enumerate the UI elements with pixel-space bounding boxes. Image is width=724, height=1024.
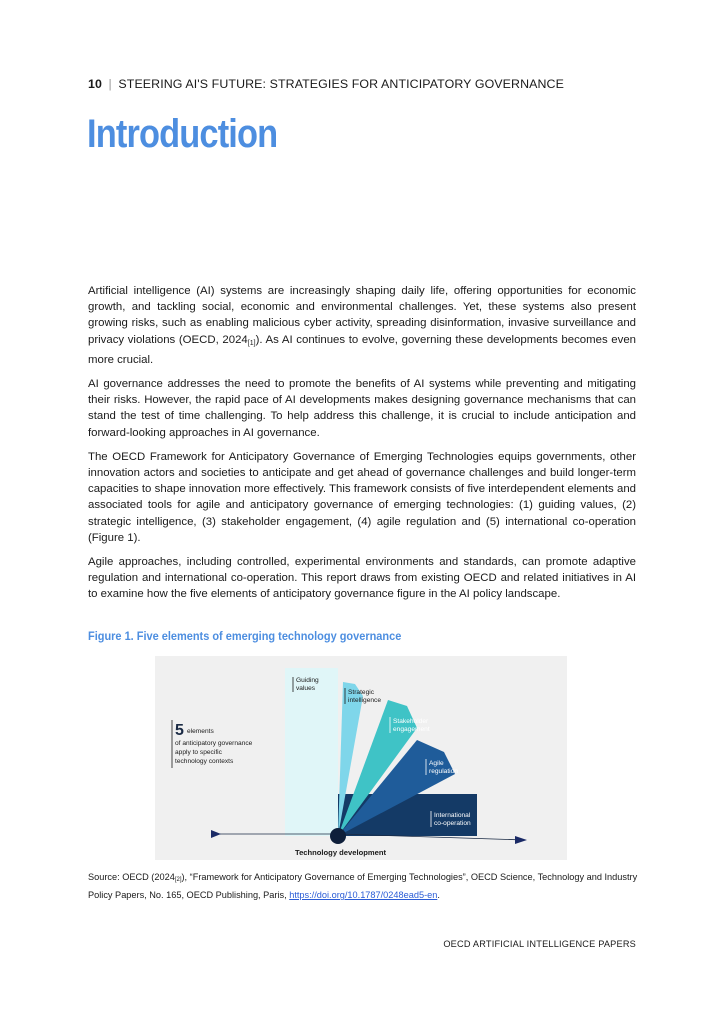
five-count: 5 [175, 722, 184, 739]
svg-text:Agile: Agile [429, 760, 444, 767]
svg-text:apply to specific: apply to specific [175, 749, 222, 756]
svg-text:of anticipatory governance: of anticipatory governance [175, 740, 253, 747]
governance-diagram [155, 656, 567, 860]
svg-text:technology contexts: technology contexts [175, 758, 234, 765]
svg-text:values: values [296, 685, 316, 692]
paragraph-1-text: Artificial intelligence (AI) systems are increasingly shaping daily life, offering opportunities for economic growth, and tackling social, economic and environmental challenges. Yet, these systems also present growing risks, such as enabling malicious cyber activity, spreading disinformation, invasive surveillance and privacy violations (OECD, 2024 [88, 285, 636, 346]
paragraph-3: The OECD Framework for Anticipatory Governance of Emerging Technologies equips governments, other innovation actors and societies to anticipate and get ahead of governance challenges and build longer-term capacities to shape innovation more effectively. This framework consists of five interdependent elements and associated tools for agile and anticipatory governance of emerging technologies: (1) guiding values, (2) strategic intelligence, (3) stakeholder engagement, (4) agile regulation and (5) international co-operation (Figure 1). [88, 450, 636, 544]
svg-text:intelligence: intelligence [348, 697, 381, 704]
svg-text:International: International [434, 812, 471, 819]
svg-text:Guiding: Guiding [296, 677, 319, 684]
svg-text:Strategic: Strategic [348, 689, 375, 696]
citation-ref-1[interactable]: [1] [247, 339, 256, 347]
five-count-suffix: elements [187, 728, 214, 735]
body-text [88, 283, 636, 611]
svg-text:engagement: engagement [393, 726, 430, 733]
figure-source [88, 870, 648, 903]
paragraph-2: AI governance addresses the need to promote the benefits of AI systems while preventing and mitigating their risks. However, the rapid pace of AI developments makes designing governance mechanisms that can stand the test of time challenging. To help address this challenge, it is crucial to include anticipation and forward-looking approaches in AI governance. [88, 378, 636, 439]
running-footer: OECD ARTIFICIAL INTELLIGENCE PAPERS [443, 939, 636, 949]
source-text-cont: ), “Framework for Anticipatory Governance of Emerging Technologies”, OECD Science, Technology and Industry Policy Papers, No. 165, OECD Publishing, Paris, [88, 872, 638, 900]
element-guiding-values [285, 668, 338, 836]
paragraph-1-text-end: ). As AI continues to evolve, governing these developments becomes even more crucial. [88, 333, 636, 366]
page-number: 10 [88, 77, 102, 91]
paragraph-4: Agile approaches, including controlled, experimental environments and standards, can promote adaptive regulation and international co-operation. This report draws from existing OECD and related initiatives in AI to examine how the five elements of anticipatory governance figure in the AI policy landscape. [88, 556, 636, 601]
section-title: Introduction [87, 112, 278, 156]
paragraph-1 [88, 283, 636, 368]
doi-link[interactable]: https://doi.org/10.1787/0248ead5-en [289, 890, 438, 900]
figure-caption: Figure 1. Five elements of emerging technology governance [88, 629, 402, 643]
running-title: STEERING AI'S FUTURE: STRATEGIES FOR ANTICIPATORY GOVERNANCE [118, 77, 564, 91]
citation-ref-2[interactable]: [2] [174, 877, 182, 883]
source-text-end: . [437, 890, 440, 900]
svg-text:regulation: regulation [429, 768, 458, 775]
axis-label: Technology development [295, 848, 386, 857]
header-separator: | [108, 77, 112, 91]
svg-text:co-operation: co-operation [434, 820, 471, 827]
figure-1 [155, 656, 567, 860]
source-text: Source: OECD (2024 [88, 872, 175, 882]
running-header [88, 77, 564, 91]
svg-text:Stakeholder: Stakeholder [393, 718, 429, 725]
origin-dot [330, 828, 346, 844]
